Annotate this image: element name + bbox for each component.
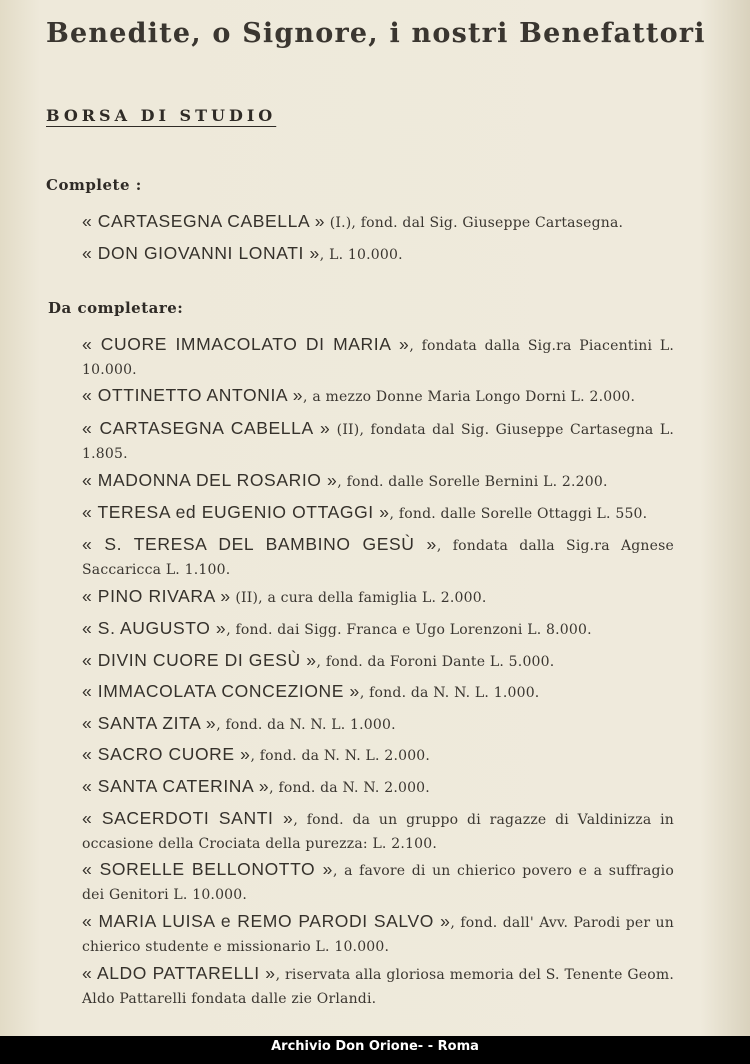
todo-entry bbox=[82, 711, 674, 737]
entry-name: « MADONNA DEL ROSARIO » bbox=[82, 470, 338, 490]
entry-details: , fond. da N. N. 2.000. bbox=[269, 780, 430, 796]
todo-entry bbox=[82, 857, 674, 907]
entry-name: « CUORE IMMACOLATO DI MARIA » bbox=[82, 334, 410, 354]
entry-details: , riservata alla gloriosa memoria del S. Tenente Geom. Aldo Pattarelli fondata dalle zie Orlandi. bbox=[82, 967, 675, 1007]
todo-entry bbox=[82, 616, 674, 642]
entry-name: « ALDO PATTARELLI » bbox=[82, 963, 276, 983]
entry-name: « SACRO CUORE » bbox=[82, 744, 251, 764]
entry-name: « CARTASEGNA CABELLA » bbox=[82, 418, 331, 438]
entry-name: « SANTA ZITA » bbox=[82, 713, 217, 733]
entry-details: , fond. da N. N. L. 1.000. bbox=[359, 685, 540, 701]
entry-details: , fond. dalle Sorelle Bernini L. 2.200. bbox=[337, 474, 608, 490]
todo-entry bbox=[82, 332, 674, 382]
complete-label: Complete : bbox=[46, 176, 142, 194]
entry-details: , a favore di un chierico povero e a suffragio dei Genitori L. 10.000. bbox=[82, 863, 674, 903]
entry-details: , fond. dalle Sorelle Ottaggi L. 550. bbox=[389, 506, 648, 522]
todo-entry bbox=[82, 468, 674, 494]
entry-name: « IMMACOLATA CONCEZIONE » bbox=[82, 681, 360, 701]
todo-entry bbox=[82, 648, 674, 674]
entry-details: , a mezzo Donne Maria Longo Dorni L. 2.000. bbox=[303, 389, 636, 405]
todo-entry bbox=[82, 961, 674, 1011]
entry-name: « S. TERESA DEL BAMBINO GESÙ » bbox=[82, 534, 437, 554]
todo-entry bbox=[82, 500, 674, 526]
entry-details: (I.), fond. dal Sig. Giuseppe Cartasegna. bbox=[325, 215, 624, 231]
todo-entry bbox=[82, 383, 674, 409]
entry-details: , fondata dalla Sig.ra Piacentini L. 10.000. bbox=[82, 338, 674, 378]
archive-footer: Archivio Don Orione- - Roma bbox=[0, 1036, 750, 1064]
entry-details: , fond. da Foroni Dante L. 5.000. bbox=[316, 654, 555, 670]
complete-entry bbox=[82, 209, 674, 235]
todo-entry bbox=[82, 742, 674, 768]
todo-entry bbox=[82, 584, 674, 610]
todo-entry bbox=[82, 679, 674, 705]
entry-name: « CARTASEGNA CABELLA » bbox=[82, 211, 326, 231]
entry-details: (II), fondata dal Sig. Giuseppe Cartasegna L. 1.805. bbox=[82, 422, 674, 462]
entry-name: « S. AUGUSTO » bbox=[82, 618, 227, 638]
todo-label: Da completare: bbox=[48, 299, 184, 317]
entry-name: « DON GIOVANNI LONATI » bbox=[82, 243, 320, 263]
entry-details: , L. 10.000. bbox=[319, 247, 403, 263]
complete-entry bbox=[82, 241, 674, 267]
todo-entry bbox=[82, 806, 674, 856]
page-title: Benedite, o Signore, i nostri Benefattori bbox=[46, 18, 706, 49]
entry-name: « PINO RIVARA » bbox=[82, 586, 231, 606]
entry-details: , fond. da un gruppo di ragazze di Valdinizza in occasione della Crociata della purezza: L. 2.100. bbox=[82, 812, 674, 852]
todo-entry bbox=[82, 774, 674, 800]
entry-name: « SORELLE BELLONOTTO » bbox=[82, 859, 333, 879]
todo-entry bbox=[82, 532, 674, 582]
entry-details: , fond. da N. N. L. 1.000. bbox=[216, 717, 396, 733]
entry-name: « MARIA LUISA e REMO PARODI SALVO » bbox=[82, 911, 451, 931]
entry-details: , fond. da N. N. L. 2.000. bbox=[250, 748, 431, 764]
entry-details: , fondata dalla Sig.ra Agnese Saccaricca L. 1.100. bbox=[82, 538, 674, 578]
entry-name: « OTTINETTO ANTONIA » bbox=[82, 385, 304, 405]
entry-name: « DIVIN CUORE DI GESÙ » bbox=[82, 650, 317, 670]
entry-name: « SANTA CATERINA » bbox=[82, 776, 270, 796]
todo-entry bbox=[82, 416, 674, 466]
entry-name: « TERESA ed EUGENIO OTTAGGI » bbox=[82, 502, 390, 522]
entry-details: (II), a cura della famiglia L. 2.000. bbox=[230, 590, 487, 606]
entry-details: , fond. dai Sigg. Franca e Ugo Lorenzoni L. 8.000. bbox=[226, 622, 592, 638]
entry-name: « SACERDOTI SANTI » bbox=[82, 808, 294, 828]
todo-entry bbox=[82, 909, 674, 959]
section-heading: BORSA DI STUDIO bbox=[46, 106, 277, 125]
entry-details: , fond. dall' Avv. Parodi per un chierico studente e missionario L. 10.000. bbox=[82, 915, 674, 955]
